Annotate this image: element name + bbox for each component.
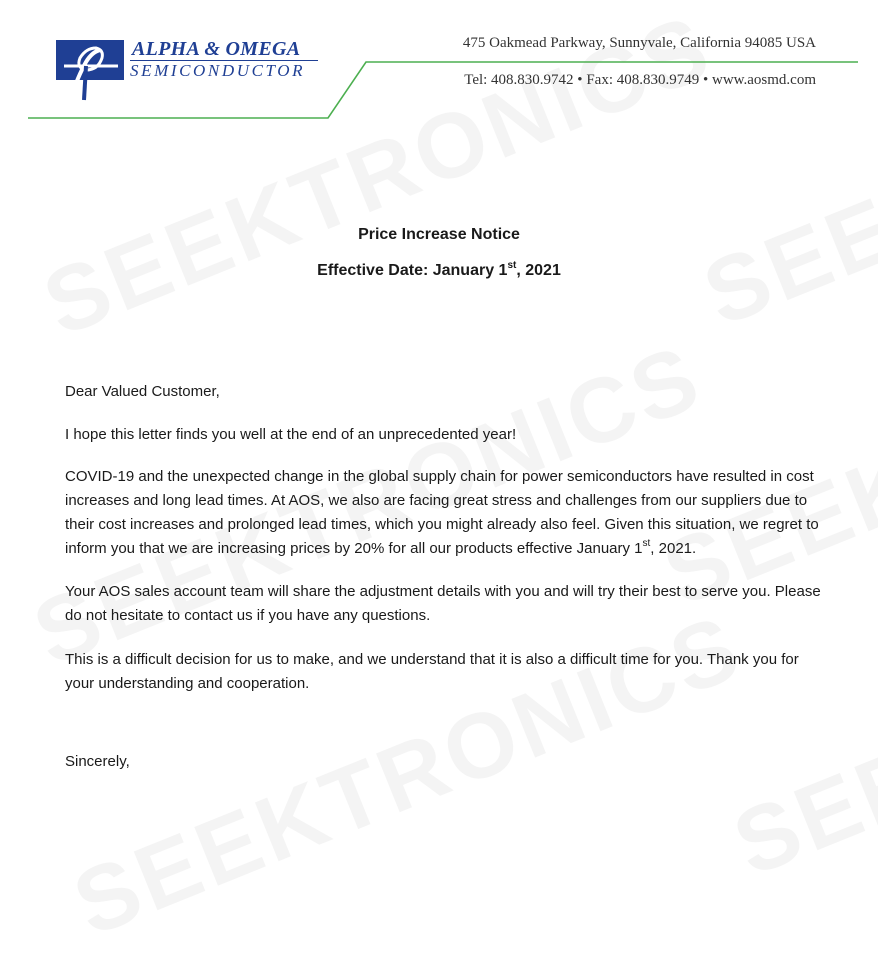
paragraph-2-sup: st: [642, 538, 651, 549]
paragraph-3: Your AOS sales account team will share the adjustment details with you and will try their best to serve you. Please do not hesitate to contact us if you have any questions.: [65, 583, 821, 624]
notice-title: Price Increase Notice: [358, 226, 520, 243]
paragraph-2-end: , 2021.: [650, 540, 697, 557]
effective-date-year: , 2021: [516, 262, 561, 279]
paragraph-2-text: COVID-19 and the unexpected change in the global supply chain for power semiconductors have resulted in cost increases and long lead times. At AOS, we also are facing great stress and challenges from our suppliers due to their cost increases and prolonged lead times, which you might already also feel. Given this situation, we regret to inform you that we are increasing prices by 20% for all our products effective January 1: [65, 468, 819, 557]
company-address: 475 Oakmead Parkway, Sunnyvale, California 94085 USA: [462, 35, 816, 51]
closing: Sincerely,: [65, 753, 130, 770]
company-contact: Tel: 408.830.9742 • Fax: 408.830.9749 • www.aosmd.com: [464, 72, 816, 88]
company-name: ALPHA & OMEGA: [132, 38, 301, 60]
logo-alpha-omega-icon: [56, 36, 126, 102]
effective-date-suffix-sup: st: [507, 259, 517, 271]
paragraph-1: I hope this letter finds you well at the end of an unprecedented year!: [65, 426, 517, 443]
paragraph-2: [65, 465, 825, 561]
effective-date: [0, 259, 878, 280]
paragraph-4: This is a difficult decision for us to make, and we understand that it is also a difficult time for you. Thank you for your understanding and cooperation.: [65, 651, 799, 692]
salutation: Dear Valued Customer,: [65, 383, 220, 400]
letterhead: [0, 0, 878, 130]
company-subtitle: SEMICONDUCTOR: [130, 60, 318, 81]
effective-date-prefix: Effective Date: January 1: [317, 262, 508, 279]
